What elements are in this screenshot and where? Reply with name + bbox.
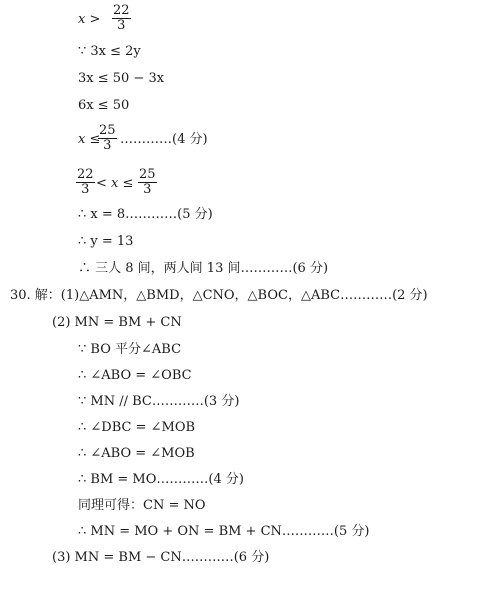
- line-conclusion: ∴ 三人 8 间，两人间 13 间…………(6 分): [78, 261, 329, 276]
- fraction-denominator: 3: [117, 18, 126, 33]
- line-condition: ∵ 3x ≤ 2y: [78, 44, 141, 59]
- fraction-numerator: 22: [77, 167, 94, 182]
- proof-step: ∴ ∠DBC = ∠MOB: [78, 420, 196, 435]
- fraction-25-over-3: [138, 168, 157, 197]
- line-inequality-2: 6x ≤ 50: [78, 98, 130, 113]
- fraction-numerator: 25: [139, 167, 156, 182]
- proof-step: 同理可得：CN = NO: [78, 498, 206, 513]
- fraction-denominator: 3: [103, 138, 112, 153]
- fraction-denominator: 3: [143, 182, 152, 197]
- proof-step: ∴ ∠ABO = ∠OBC: [78, 368, 192, 383]
- line-x-greater: x >: [78, 12, 101, 27]
- line-range: < x ≤: [96, 176, 134, 191]
- question-30-part-3: (3) MN = BM − CN…………(6 分): [52, 550, 270, 565]
- line-x-value: ∴ x = 8…………(5 分): [78, 207, 213, 222]
- proof-step: ∴ ∠ABO = ∠MOB: [78, 446, 195, 461]
- fraction-22-over-3: [112, 4, 131, 33]
- score-marker: …………(4 分): [120, 132, 208, 147]
- question-30-part-1: 30. 解：(1)△AMN，△BMD，△CNO，△BOC，△ABC…………(2 分): [10, 288, 428, 303]
- question-30-part-2: (2) MN = BM + CN: [52, 315, 182, 330]
- fraction-numerator: 25: [99, 123, 116, 138]
- proof-step: ∴ BM = MO…………(4 分): [78, 472, 244, 487]
- line-inequality-1: 3x ≤ 50 − 3x: [78, 71, 165, 86]
- fraction-22-over-3: [76, 168, 95, 197]
- proof-step: ∴ MN = MO + ON = BM + CN…………(5 分): [78, 524, 370, 539]
- proof-step: ∵ MN // BC…………(3 分): [78, 394, 240, 409]
- line-y-value: ∴ y = 13: [78, 234, 134, 249]
- fraction-25-over-3: [98, 124, 117, 153]
- fraction-numerator: 22: [113, 3, 130, 18]
- fraction-denominator: 3: [81, 182, 90, 197]
- proof-step: ∵ BO 平分∠ABC: [78, 342, 182, 357]
- line-x-less-equal: x ≤: [78, 132, 101, 147]
